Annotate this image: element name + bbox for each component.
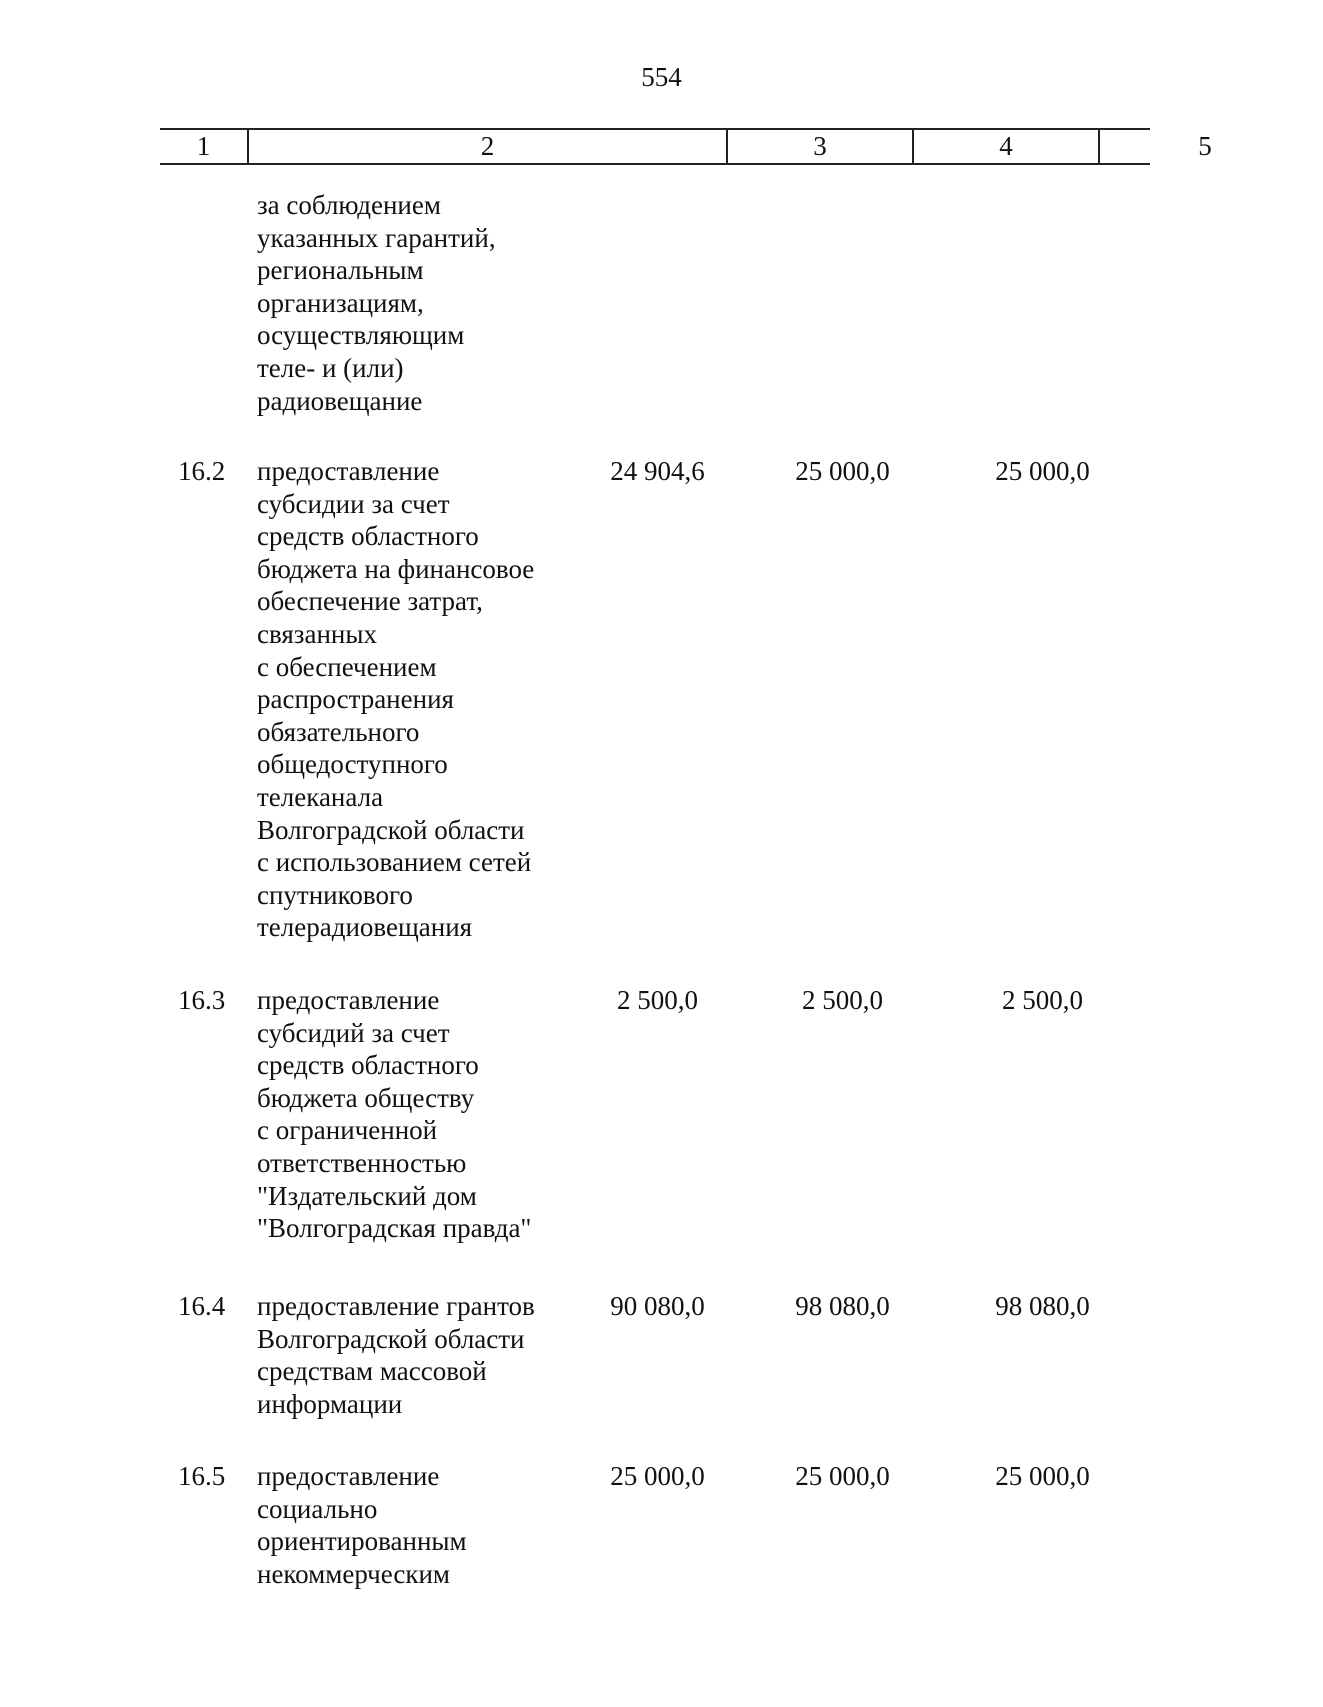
header-col-4: 4 [999,131,1013,161]
row-value-col4: 2 500,0 [802,985,883,1015]
row-value-col5: 25 000,0 [995,456,1090,486]
row-number: 16.5 [178,1461,226,1491]
row-value-col4: 98 080,0 [795,1291,890,1321]
row-number: 16.2 [178,456,226,486]
row-description: предоставление социально ориентированным некоммерческим [257,1461,467,1589]
row-value-col5: 2 500,0 [1002,985,1083,1015]
row-description: предоставление субсидии за счет средств областного бюджета на финансовое обеспечение затрат, связанных с обеспечением распространения обязательного общедоступного телеканала Волгоградской области с использованием сетей спутникового телерадиовещания [257,456,535,943]
row-description: за соблюдением указанных гарантий, региональным организациям, осуществляющим теле- и (или) радиовещание [257,190,496,416]
row-value-col5: 98 080,0 [995,1291,1090,1321]
table-header [160,128,1212,165]
header-col-2: 2 [480,131,495,161]
page-number: 554 [641,62,682,92]
header-col-5: 5 [1198,131,1212,161]
header-col-3: 3 [813,131,827,161]
row-value-col4: 25 000,0 [795,456,890,486]
row-value-col5: 25 000,0 [995,1461,1090,1491]
row-value-col4: 25 000,0 [795,1461,890,1491]
row-number: 16.4 [178,1291,226,1321]
row-description: предоставление субсидий за счет средств областного бюджета обществу с ограниченной ответственностью "Издательский дом "Волгоградская правда" [257,985,532,1244]
header-col-1: 1 [196,131,211,161]
row-value-col3: 2 500,0 [617,985,698,1015]
row-value-col3: 24 904,6 [610,456,705,486]
row-value-col3: 90 080,0 [610,1291,705,1321]
row-description: предоставление грантов Волгоградской области средствам массовой информации [257,1291,535,1419]
row-value-col3: 25 000,0 [610,1461,705,1491]
row-number: 16.3 [178,985,226,1015]
